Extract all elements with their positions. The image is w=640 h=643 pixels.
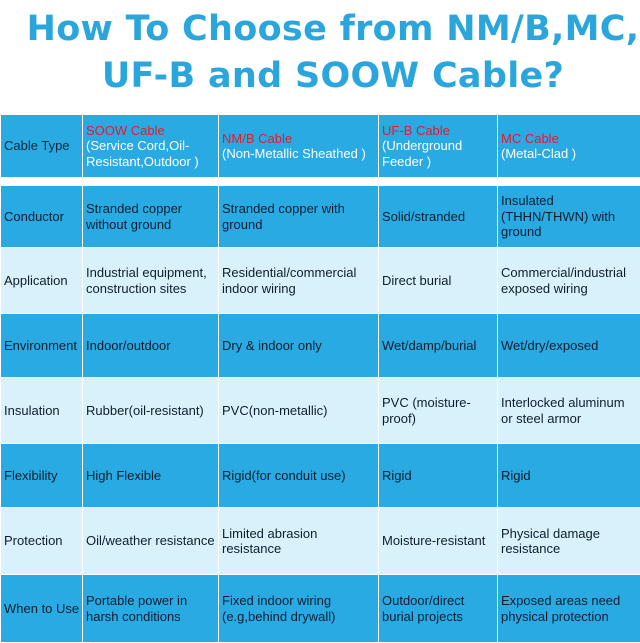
row-label: Insulation [1,378,83,444]
table-cell: Direct burial [379,248,498,314]
title-line-1: How To Choose from NM/B,MC, [0,6,640,53]
header-cell-nmb [219,115,379,178]
table-cell: Fixed indoor wiring (e.g,behind drywall) [219,575,379,643]
table-cell: Interlocked aluminum or steel armor [498,378,640,444]
table-cell: Insulated (THHN/THWN) with ground [498,186,640,248]
row-label: When to Use [1,575,83,643]
cable-name: UF-B Cable [382,123,495,139]
table-cell: Wet/damp/burial [379,314,498,378]
cable-description: (Non-Metallic Sheathed ) [222,146,376,162]
table-cell: Portable power in harsh conditions [83,575,219,643]
table-cell: Rubber(oil-resistant) [83,378,219,444]
cable-description: (Service Cord,Oil-Resistant,Outdoor ) [86,138,216,169]
table-cell: High Flexible [83,444,219,508]
row-label: Application [1,248,83,314]
cable-description: (Metal-Clad ) [501,146,638,162]
table-cell: Indoor/outdoor [83,314,219,378]
header-row [1,115,640,178]
table-cell: Limited abrasion resistance [219,508,379,575]
table-cell: Oil/weather resistance [83,508,219,575]
table-cell: Rigid [379,444,498,508]
title-line-2: UF-B and SOOW Cable? [0,53,640,100]
table-cell: Exposed areas need physical protection [498,575,640,643]
row-label: Flexibility [1,444,83,508]
table-row [1,186,640,248]
page-title [0,6,640,100]
table-cell: PVC(non-metallic) [219,378,379,444]
table-row [1,248,640,314]
header-cell-ufb [379,115,498,178]
table-cell: Stranded copper with ground [219,186,379,248]
cable-name: SOOW Cable [86,123,216,139]
table-cell: Dry & indoor only [219,314,379,378]
header-gap [0,177,640,185]
table-cell: Rigid [498,444,640,508]
table-cell: Commercial/industrial exposed wiring [498,248,640,314]
table-cell: Wet/dry/exposed [498,314,640,378]
table-row [1,444,640,508]
table-row [1,508,640,575]
table-cell: Moisture-resistant [379,508,498,575]
table-cell: Solid/stranded [379,186,498,248]
row-label: Protection [1,508,83,575]
table-row [1,378,640,444]
cable-name: MC Cable [501,131,638,147]
cable-description: (Underground Feeder ) [382,138,495,169]
header-cable-type: Cable Type [1,115,83,178]
header-cell-soow [83,115,219,178]
table-cell: Outdoor/direct burial projects [379,575,498,643]
table-cell: Residential/commercial indoor wiring [219,248,379,314]
table-cell: PVC (moisture-proof) [379,378,498,444]
table-row [1,314,640,378]
comparison-table [0,185,640,643]
cable-name: NM/B Cable [222,131,376,147]
row-label: Conductor [1,186,83,248]
table-cell: Stranded copper without ground [83,186,219,248]
header-cell-mc [498,115,640,178]
table-cell: Physical damage resistance [498,508,640,575]
row-label: Environment [1,314,83,378]
table-cell: Industrial equipment, construction sites [83,248,219,314]
comparison-table-header [0,114,640,178]
table-row [1,575,640,643]
table-cell: Rigid(for conduit use) [219,444,379,508]
